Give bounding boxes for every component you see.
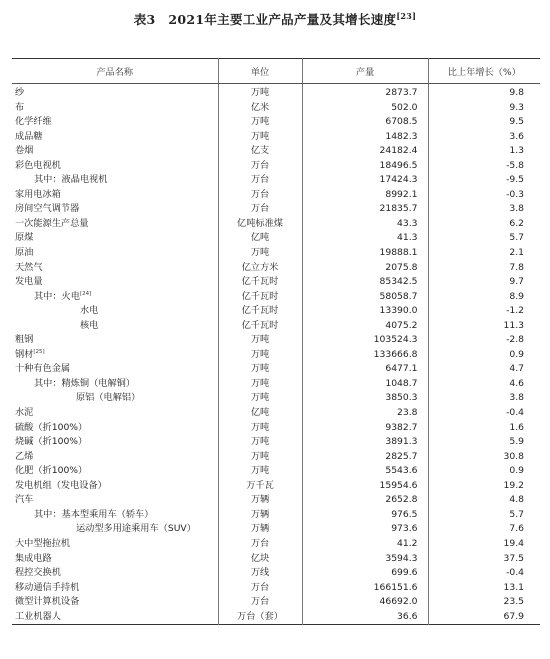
product-name: 原煤 — [15, 232, 34, 244]
unit-cell: 万辆 — [218, 508, 302, 523]
table-row — [12, 101, 540, 116]
product-name-cell — [12, 261, 218, 276]
product-name: 成品糖 — [15, 130, 43, 142]
product-name-cell — [12, 595, 218, 610]
product-name: 一次能源生产总量 — [15, 217, 89, 229]
product-name: 工业机器人 — [15, 610, 61, 622]
table-row — [12, 362, 540, 377]
unit-cell: 万吨 — [218, 348, 302, 363]
output-cell: 103524.3 — [302, 333, 428, 348]
output-cell: 36.6 — [302, 610, 428, 625]
output-cell: 85342.5 — [302, 275, 428, 290]
growth-cell: -1.2 — [428, 304, 540, 319]
output-cell: 3594.3 — [302, 552, 428, 567]
table-row — [12, 188, 540, 203]
table-row — [12, 144, 540, 159]
table-row — [12, 217, 540, 232]
unit-cell: 万台 — [218, 159, 302, 174]
growth-cell: 0.9 — [428, 348, 540, 363]
output-cell: 8992.1 — [302, 188, 428, 203]
header-unit: 单位 — [218, 59, 302, 84]
product-name: 程控交换机 — [15, 567, 61, 579]
product-name-cell — [12, 362, 218, 377]
product-name-cell — [12, 493, 218, 508]
product-name-cell — [12, 377, 218, 392]
output-cell: 2075.8 — [302, 261, 428, 276]
output-cell: 2873.7 — [302, 84, 428, 101]
table-row — [12, 421, 540, 436]
unit-cell: 万吨 — [218, 84, 302, 101]
table-row — [12, 333, 540, 348]
growth-cell: 9.8 — [428, 84, 540, 101]
table-row — [12, 391, 540, 406]
header-growth: 比上年增长（%） — [428, 59, 540, 84]
table-row — [12, 115, 540, 130]
unit-cell: 万台（套） — [218, 610, 302, 625]
unit-cell: 亿千瓦时 — [218, 290, 302, 305]
product-name: 水泥 — [15, 407, 34, 419]
growth-cell: 30.8 — [428, 450, 540, 465]
table-row — [12, 435, 540, 450]
table-row — [12, 450, 540, 465]
table-row — [12, 231, 540, 246]
growth-cell: 9.7 — [428, 275, 540, 290]
growth-cell: -0.4 — [428, 566, 540, 581]
output-cell: 15954.6 — [302, 479, 428, 494]
product-name-cell — [12, 435, 218, 450]
product-name-cell — [12, 246, 218, 261]
unit-cell: 万吨 — [218, 421, 302, 436]
growth-cell: -0.4 — [428, 406, 540, 421]
table-row — [12, 508, 540, 523]
unit-cell: 万吨 — [218, 391, 302, 406]
output-cell: 699.6 — [302, 566, 428, 581]
product-name-cell — [12, 406, 218, 421]
output-cell: 9382.7 — [302, 421, 428, 436]
product-name: 乙烯 — [15, 450, 34, 462]
unit-cell: 亿吨 — [218, 231, 302, 246]
table-row — [12, 566, 540, 581]
table-row — [12, 290, 540, 305]
table-title-footnote-ref: [23] — [396, 10, 417, 21]
growth-cell: 1.3 — [428, 144, 540, 159]
product-name: 其中：精炼铜（电解铜） — [34, 377, 136, 389]
growth-cell: 19.4 — [428, 537, 540, 552]
product-name-cell — [12, 610, 218, 625]
growth-cell: 6.2 — [428, 217, 540, 232]
product-name: 移动通信手持机 — [15, 581, 80, 593]
product-name-cell — [12, 333, 218, 348]
product-name-cell — [12, 84, 218, 101]
growth-cell: 4.7 — [428, 362, 540, 377]
product-name-cell — [12, 391, 218, 406]
production-table — [12, 58, 540, 625]
product-name-cell — [12, 144, 218, 159]
growth-cell: 4.8 — [428, 493, 540, 508]
output-cell: 1048.7 — [302, 377, 428, 392]
unit-cell: 万辆 — [218, 493, 302, 508]
table-row — [12, 319, 540, 334]
unit-cell: 亿千瓦时 — [218, 319, 302, 334]
growth-cell: 37.5 — [428, 552, 540, 567]
product-name: 发电量 — [15, 276, 43, 288]
product-name: 布 — [15, 101, 25, 113]
table-row — [12, 202, 540, 217]
product-name: 钢材 — [15, 348, 34, 360]
table-row — [12, 173, 540, 188]
product-name: 家用电冰箱 — [15, 188, 61, 200]
output-cell: 2825.7 — [302, 450, 428, 465]
product-name: 烧碱（折100%） — [15, 436, 88, 448]
output-cell: 5543.6 — [302, 464, 428, 479]
product-name-cell — [12, 101, 218, 116]
growth-cell: 5.9 — [428, 435, 540, 450]
output-cell: 23.8 — [302, 406, 428, 421]
product-name: 纱 — [15, 87, 25, 98]
product-name: 运动型多用途乘用车（SUV） — [76, 523, 196, 535]
table-row — [12, 348, 540, 363]
product-name: 核电 — [80, 319, 99, 331]
table-row — [12, 537, 540, 552]
growth-cell: -9.5 — [428, 173, 540, 188]
table-row — [12, 377, 540, 392]
product-name-cell — [12, 188, 218, 203]
growth-cell: 11.3 — [428, 319, 540, 334]
output-cell: 6477.1 — [302, 362, 428, 377]
table-row — [12, 581, 540, 596]
product-name-cell — [12, 115, 218, 130]
product-name-cell — [12, 537, 218, 552]
growth-cell: -5.8 — [428, 159, 540, 174]
unit-cell: 万台 — [218, 202, 302, 217]
output-cell: 502.0 — [302, 101, 428, 116]
product-name-cell — [12, 464, 218, 479]
unit-cell: 万辆 — [218, 522, 302, 537]
unit-cell: 亿吨 — [218, 406, 302, 421]
output-cell: 6708.5 — [302, 115, 428, 130]
table-row — [12, 246, 540, 261]
growth-cell: 1.6 — [428, 421, 540, 436]
unit-cell: 万台 — [218, 537, 302, 552]
product-name: 原油 — [15, 247, 34, 259]
table-title — [0, 10, 550, 28]
product-name: 发电机组（发电设备） — [15, 479, 107, 491]
table-row — [12, 493, 540, 508]
output-cell: 13390.0 — [302, 304, 428, 319]
product-name: 化学纤维 — [15, 116, 52, 128]
output-cell: 41.3 — [302, 231, 428, 246]
product-name: 化肥（折100%） — [15, 465, 88, 477]
unit-cell: 万台 — [218, 188, 302, 203]
product-name: 粗钢 — [15, 334, 34, 346]
product-name: 房间空气调节器 — [15, 203, 80, 215]
table-row — [12, 595, 540, 610]
output-cell: 3850.3 — [302, 391, 428, 406]
product-name-cell — [12, 130, 218, 145]
output-cell: 973.6 — [302, 522, 428, 537]
unit-cell: 万千瓦 — [218, 479, 302, 494]
output-cell: 41.2 — [302, 537, 428, 552]
growth-cell: 19.2 — [428, 479, 540, 494]
output-cell: 2652.8 — [302, 493, 428, 508]
growth-cell: -0.3 — [428, 188, 540, 203]
output-cell: 46692.0 — [302, 595, 428, 610]
output-cell: 18496.5 — [302, 159, 428, 174]
growth-cell: 3.8 — [428, 202, 540, 217]
unit-cell: 万吨 — [218, 377, 302, 392]
unit-cell: 亿支 — [218, 144, 302, 159]
product-name: 其中：基本型乘用车（轿车） — [34, 508, 154, 520]
product-name: 原铝（电解铝） — [76, 392, 141, 404]
output-cell: 133666.8 — [302, 348, 428, 363]
product-name-cell — [12, 348, 218, 363]
table-row — [12, 304, 540, 319]
product-name: 水电 — [80, 305, 99, 317]
product-name-cell — [12, 275, 218, 290]
output-cell: 17424.3 — [302, 173, 428, 188]
product-name-cell — [12, 479, 218, 494]
growth-cell: 13.1 — [428, 581, 540, 596]
footnote-ref: [24] — [79, 290, 92, 297]
table-row — [12, 406, 540, 421]
unit-cell: 万吨 — [218, 450, 302, 465]
unit-cell: 亿千瓦时 — [218, 304, 302, 319]
output-cell: 43.3 — [302, 217, 428, 232]
product-name-cell — [12, 173, 218, 188]
unit-cell: 万台 — [218, 581, 302, 596]
header-row — [12, 59, 540, 84]
product-name-cell — [12, 231, 218, 246]
growth-cell: 2.1 — [428, 246, 540, 261]
growth-cell: 23.5 — [428, 595, 540, 610]
table-row — [12, 275, 540, 290]
unit-cell: 万吨 — [218, 246, 302, 261]
output-cell: 21835.7 — [302, 202, 428, 217]
unit-cell: 亿立方米 — [218, 261, 302, 276]
growth-cell: 5.7 — [428, 231, 540, 246]
product-name: 彩色电视机 — [15, 159, 61, 171]
growth-cell: 4.6 — [428, 377, 540, 392]
product-name: 天然气 — [15, 261, 43, 273]
product-name: 其中：火电 — [34, 290, 80, 302]
product-name-cell — [12, 450, 218, 465]
growth-cell: 3.8 — [428, 391, 540, 406]
unit-cell: 万吨 — [218, 115, 302, 130]
table-body — [12, 84, 540, 625]
unit-cell: 亿块 — [218, 552, 302, 567]
product-name: 集成电路 — [15, 552, 52, 564]
unit-cell: 亿千瓦时 — [218, 275, 302, 290]
unit-cell: 万吨 — [218, 362, 302, 377]
product-name-cell — [12, 522, 218, 537]
unit-cell: 万吨 — [218, 333, 302, 348]
product-name-cell — [12, 581, 218, 596]
growth-cell: 5.7 — [428, 508, 540, 523]
footnote-ref: [25] — [33, 348, 45, 355]
table-row — [12, 159, 540, 174]
product-name-cell — [12, 508, 218, 523]
unit-cell: 万台 — [218, 173, 302, 188]
table-row — [12, 610, 540, 625]
header-output: 产量 — [302, 59, 428, 84]
output-cell: 976.5 — [302, 508, 428, 523]
growth-cell: 3.6 — [428, 130, 540, 145]
unit-cell: 亿米 — [218, 101, 302, 116]
product-name: 卷烟 — [15, 145, 34, 157]
table-header — [12, 59, 540, 84]
growth-cell: 9.5 — [428, 115, 540, 130]
unit-cell: 亿吨标准煤 — [218, 217, 302, 232]
table-row — [12, 552, 540, 567]
product-name: 大中型拖拉机 — [15, 537, 71, 549]
unit-cell: 万吨 — [218, 464, 302, 479]
table-title-text: 表3 2021年主要工业产品产量及其增长速度 — [133, 12, 397, 27]
product-name-cell — [12, 319, 218, 334]
output-cell: 1482.3 — [302, 130, 428, 145]
output-cell: 58058.7 — [302, 290, 428, 305]
table-row — [12, 522, 540, 537]
output-cell: 24182.4 — [302, 144, 428, 159]
product-name: 微型计算机设备 — [15, 596, 80, 608]
growth-cell: 9.3 — [428, 101, 540, 116]
product-name-cell — [12, 202, 218, 217]
growth-cell: 0.9 — [428, 464, 540, 479]
product-name-cell — [12, 290, 218, 305]
product-name: 其中：液晶电视机 — [34, 174, 108, 186]
table-row — [12, 464, 540, 479]
product-name: 汽车 — [15, 494, 34, 506]
product-name-cell — [12, 159, 218, 174]
unit-cell: 万台 — [218, 595, 302, 610]
product-name: 十种有色金属 — [15, 363, 71, 375]
table-row — [12, 479, 540, 494]
product-name-cell — [12, 304, 218, 319]
table-row — [12, 130, 540, 145]
unit-cell: 万线 — [218, 566, 302, 581]
unit-cell: 万吨 — [218, 130, 302, 145]
output-cell: 19888.1 — [302, 246, 428, 261]
product-name-cell — [12, 217, 218, 232]
growth-cell: 7.8 — [428, 261, 540, 276]
growth-cell: 7.6 — [428, 522, 540, 537]
table-row — [12, 84, 540, 101]
unit-cell: 万吨 — [218, 435, 302, 450]
growth-cell: 8.9 — [428, 290, 540, 305]
product-name-cell — [12, 566, 218, 581]
product-name-cell — [12, 421, 218, 436]
growth-cell: 67.9 — [428, 610, 540, 625]
product-name: 硫酸（折100%） — [15, 421, 88, 433]
product-name-cell — [12, 552, 218, 567]
table-row — [12, 261, 540, 276]
growth-cell: -2.8 — [428, 333, 540, 348]
output-cell: 166151.6 — [302, 581, 428, 596]
header-product-name: 产品名称 — [12, 59, 218, 84]
output-cell: 3891.3 — [302, 435, 428, 450]
output-cell: 4075.2 — [302, 319, 428, 334]
